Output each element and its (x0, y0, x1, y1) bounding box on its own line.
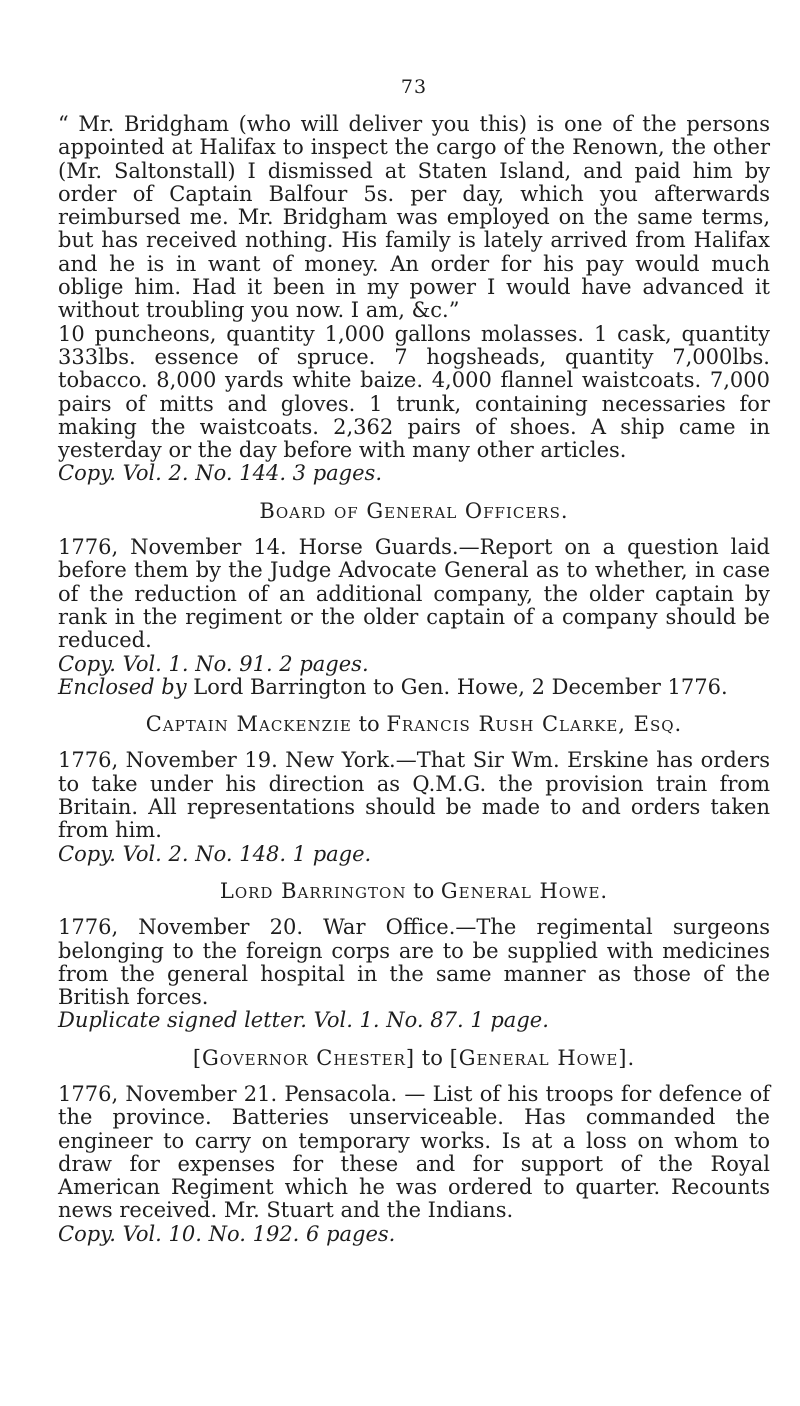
heading-recipient: [General Howe]. (449, 1045, 636, 1070)
heading-sender: Captain Mackenzie (145, 712, 352, 737)
entry-body: 1776, November 19. New York.—That Sir Wm. Erskine has orders to take under his direction as Q.M.G. the provision train from Britain. All representations should be made to and orders taken from him. (58, 748, 770, 843)
source-reference: Duplicate signed letter. Vol. 1. No. 87. 1 page. (58, 1008, 549, 1033)
source-reference: Copy. Vol. 1. No. 91. 2 pages. (58, 651, 369, 676)
entry-heading (58, 713, 770, 736)
entry-heading: Board of General Officers. (259, 498, 569, 523)
enclosure-note-italic: Enclosed by (58, 674, 187, 699)
heading-sender: [Governor Chester] (192, 1045, 416, 1070)
source-reference: Copy. Vol. 2. No. 148. 1 page. (58, 841, 372, 866)
letter-paragraph: “ Mr. Bridgham (who will deliver you this) is one of the persons appointed at Halifax to inspect the cargo of the Renown, the other (Mr. Saltonstall) I dismissed at Staten Island, and paid him by order of Captain Balfour 5s. per day, which you afterwards reimbursed me. Mr. Bridgham was employed on the same terms, but has received nothing. His family is lately arrived from Halifax and he is in want of money. An order for his pay would much oblige him. Had it been in my power I would have advanced it without troubling you now. I am, &c.” (58, 112, 770, 323)
heading-connector: to (351, 712, 387, 737)
source-reference: Copy. Vol. 10. No. 192. 6 pages. (58, 1221, 396, 1246)
enclosure-note-roman: Lord Barrington to Gen. Howe, 2 December 1776. (186, 674, 728, 699)
entry-heading (58, 1047, 770, 1070)
source-reference: Copy. Vol. 2. No. 144. 3 pages. (58, 461, 382, 486)
heading-connector: to (415, 1045, 450, 1070)
entry-body: 1776, November 14. Horse Guards.—Report on a question laid before them by the Judge Advocate General as to whether, in case of the reduction of an additional company, the older captain by rank in the regiment or the older captain of a company should be reduced. (58, 535, 770, 653)
heading-recipient: General Howe. (440, 878, 609, 903)
enclosure-note (58, 676, 770, 699)
cargo-list-paragraph: 10 puncheons, quantity 1,000 gallons molasses. 1 cask, quantity 333lbs. essence of spruce. 7 hogsheads, quantity 7,000lbs. tobacco. 8,000 yards white baize. 4,000 flannel waistcoats. 7,000 pairs of mitts and gloves. 1 trunk, containing necessaries for making the waistcoats. 2,362 pairs of shoes. A ship came in yesterday or the day before with many other articles. (58, 321, 770, 463)
entry-body: 1776, November 21. Pensacola. — List of his troops for defence of the province. Batteries unserviceable. Has commanded the engineer to carry on temporary works. Is at a loss on whom to draw for expenses for these and for support of the Royal American Regiment which he was ordered to quarter. Recounts news received. Mr. Stuart and the Indians. (58, 1081, 770, 1223)
entry-body: 1776, November 20. War Office.—The regimental surgeons belonging to the foreign corps are to be supplied with medicines from the general hospital in the same manner as those of the British forces. (58, 915, 770, 1010)
entry-heading (58, 880, 770, 903)
heading-sender: Lord Barrington (219, 878, 407, 903)
heading-recipient: Francis Rush Clarke, Esq. (386, 712, 683, 737)
page-content (58, 113, 770, 1246)
heading-connector: to (406, 878, 441, 903)
page-number: 73 (400, 76, 428, 98)
